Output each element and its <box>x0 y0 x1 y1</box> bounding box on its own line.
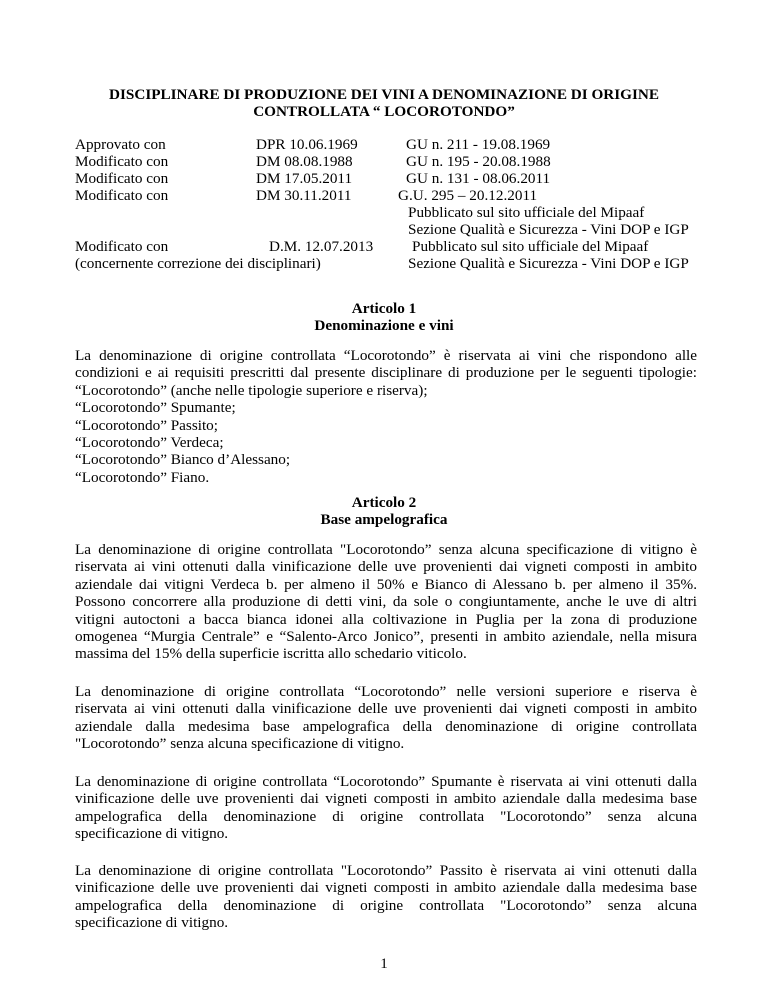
publication-note: Pubblicato sul sito ufficiale del Mipaaf <box>412 238 649 255</box>
approval-act: DM 08.08.1988 <box>256 153 353 170</box>
wine-type-item: “Locorotondo” Bianco d’Alessano; <box>75 451 291 469</box>
approval-label: Modificato con <box>75 187 169 204</box>
publication-note: Sezione Qualità e Sicurezza - Vini DOP e IGP <box>408 221 689 238</box>
paragraph-line: La denominazione di origine controllata “Locorotondo” è riservata ai vini che rispondono alle <box>75 347 697 364</box>
wine-type-item: “Locorotondo” (anche nelle tipologie superiore e riserva); <box>75 381 428 399</box>
paragraph-line: specificazione di vitigno. <box>75 914 229 932</box>
approval-act: DM 17.05.2011 <box>256 170 353 187</box>
paragraph-line: vitigni autoctoni a bacca bianca idonei alla coltivazione in Puglia per la zona di produzione <box>75 610 697 628</box>
document-title <box>0 86 768 120</box>
article-title: Denominazione e vini <box>314 317 454 334</box>
title-line-2: CONTROLLATA “ LOCOROTONDO” <box>253 103 515 120</box>
approval-acts <box>256 136 358 204</box>
paragraph-line: aziendale dai vitigni Verdeca b. per almeno il 50% e Bianco di Alessano b. per almeno il 35%. <box>75 575 697 593</box>
approval-label: Approvato con <box>75 136 166 153</box>
approval-gazettes <box>398 136 689 272</box>
paragraph-line: Possono concorrere alla produzione di detti vini, da sole o congiuntamente, anche le uve di altri <box>75 593 697 611</box>
last-modification-label: Modificato con <box>75 238 169 255</box>
approval-gazette: GU n. 195 - 20.08.1988 <box>406 153 551 170</box>
last-modification-note: (concernente correzione dei disciplinari) <box>75 255 321 272</box>
paragraph-line: La denominazione di origine controllata "Locorotondo” Passito è riservata ai vini ottenuti dalla <box>75 862 697 879</box>
paragraph-line: condizioni e ai requisiti prescritti dal presente disciplinare di produzione per le seguenti tipologie: <box>75 364 697 382</box>
paragraph-line: vinificazione delle uve provenienti dai vigneti composti in ambito aziendale dalla medesima base <box>75 879 697 897</box>
article-2-paragraph-1 <box>75 541 697 663</box>
page-number: 1 <box>380 956 388 972</box>
paragraph-line: La denominazione di origine controllata “Locorotondo” nelle versioni superiore e riserva è <box>75 683 697 700</box>
article-1-heading <box>0 300 768 334</box>
paragraph-line: omogenea “Murgia Centrale” e “Salento-Arco Jonico”, presenti in ambito aziendale, nella misura <box>75 628 697 646</box>
paragraph-line: massima del 15% della superficie iscritta allo schedario viticolo. <box>75 645 467 663</box>
wine-type-item: “Locorotondo” Verdeca; <box>75 434 224 452</box>
article-2-heading <box>0 494 768 528</box>
publication-note: Pubblicato sul sito ufficiale del Mipaaf <box>408 204 645 221</box>
wine-type-item: “Locorotondo” Spumante; <box>75 399 236 417</box>
article-2-paragraph-4 <box>75 862 697 932</box>
approval-gazette: GU n. 211 - 19.08.1969 <box>406 136 551 153</box>
approval-act: DPR 10.06.1969 <box>256 136 358 153</box>
approval-gazette: GU n. 131 - 08.06.2011 <box>406 170 551 187</box>
title-line-1: DISCIPLINARE DI PRODUZIONE DEI VINI A DENOMINAZIONE DI ORIGINE <box>109 86 659 103</box>
approval-labels <box>75 136 168 204</box>
approval-label: Modificato con <box>75 170 169 187</box>
wine-type-item: “Locorotondo” Fiano. <box>75 468 210 486</box>
wine-type-item: “Locorotondo” Passito; <box>75 416 218 434</box>
approval-act: DM 30.11.2011 <box>256 187 352 204</box>
paragraph-line: riservata ai vini ottenuti dalla vinificazione delle uve provenienti dai vigneti composti in ambito <box>75 700 697 718</box>
paragraph-line: ampelografica della denominazione di origine controllata "Locorotondo” senza alcuna <box>75 807 697 825</box>
approval-label: Modificato con <box>75 153 169 170</box>
paragraph-line: vinificazione delle uve provenienti dai vigneti composti in ambito aziendale dalla medesima base <box>75 790 697 808</box>
article-title: Base ampelografica <box>320 511 448 528</box>
paragraph-line: aziendale dalla medesima base ampelografica della denominazione di origine controllata <box>75 717 697 735</box>
article-2-paragraph-3 <box>75 773 697 843</box>
paragraph-line: specificazione di vitigno. <box>75 825 229 843</box>
article-2-paragraph-2 <box>75 683 697 753</box>
article-1-body <box>75 347 697 486</box>
paragraph-line: ampelografica della denominazione di origine controllata "Locorotondo” senza alcuna <box>75 896 697 914</box>
publication-note: Sezione Qualità e Sicurezza - Vini DOP e IGP <box>408 255 689 272</box>
article-number: Articolo 2 <box>351 494 417 511</box>
paragraph-line: "Locorotondo” senza alcuna specificazione di vitigno. <box>75 735 405 753</box>
article-number: Articolo 1 <box>351 300 417 317</box>
paragraph-line: La denominazione di origine controllata “Locorotondo” Spumante è riservata ai vini ottenuti dalla <box>75 773 697 790</box>
last-modification-act: D.M. 12.07.2013 <box>269 238 374 255</box>
paragraph-line: riservata ai vini ottenuti dalla vinificazione delle uve provenienti dai vigneti composti in ambito <box>75 558 697 576</box>
paragraph-line: La denominazione di origine controllata "Locorotondo” senza alcuna specificazione di vitigno è <box>75 541 697 558</box>
approval-gazette: G.U. 295 – 20.12.2011 <box>398 187 538 204</box>
